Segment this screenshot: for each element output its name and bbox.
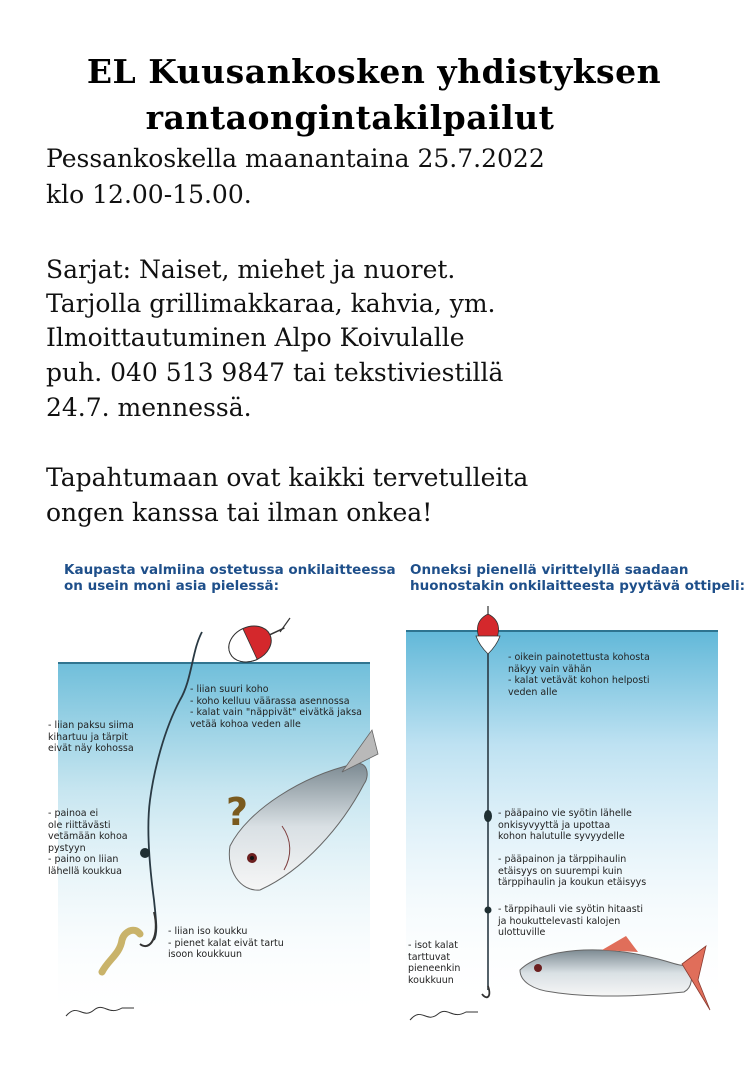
question-mark: ?	[226, 790, 249, 834]
note-line: ja houkuttelevasti kalojen	[498, 915, 621, 927]
note-line: - liian iso koukku	[168, 926, 248, 937]
note-line: isoon koukkuun	[168, 949, 243, 960]
fishing-rig-illustration	[42, 540, 745, 1040]
note-line: - liian suuri koho	[190, 684, 269, 695]
note-line: - pääpainon ja tärppihaulin	[498, 854, 627, 865]
note-line: tärppihaulin ja koukun etäisyys	[498, 877, 647, 888]
note-line: ulottuville	[498, 927, 546, 938]
right-caption-line-2: huonostakin onkilaitteesta pyytävä ottipeli:	[410, 578, 745, 594]
left-note-line	[48, 720, 134, 755]
series-line: Sarjat: Naiset, miehet ja nuoret.	[46, 255, 456, 284]
deadline-line: 24.7. mennessä.	[46, 393, 252, 422]
note-line: tarttuvat	[408, 951, 451, 963]
right-signature	[410, 1011, 478, 1020]
note-line: - painoa ei	[48, 808, 99, 819]
welcome-line-2: ongen kanssa tai ilman onkea!	[46, 498, 433, 527]
right-bite-shot	[485, 907, 492, 914]
event-date-line: Pessankoskella maanantaina 25.7.2022	[46, 144, 545, 173]
right-note-fish	[408, 940, 460, 986]
note-line: onkisyvyyttä ja upottaa	[498, 819, 611, 831]
note-line: ole riittävästi	[48, 819, 111, 831]
left-weight	[140, 848, 150, 858]
note-line: pieneenkin	[408, 963, 461, 974]
note-line: koukkuun	[408, 974, 454, 986]
right-main-weight	[484, 810, 492, 822]
note-line: eivät näy kohossa	[48, 743, 134, 754]
illustration-drawing	[42, 540, 732, 1040]
left-float	[223, 613, 292, 669]
note-line: kihartuu ja tärpit	[48, 731, 129, 743]
right-caption-line-1: Onneksi pienellä virittelyllä saadaan	[410, 562, 689, 578]
poster-title-line-2: rantaongintakilpailut	[145, 98, 555, 137]
left-note-float	[190, 684, 362, 730]
note-line: - koho kelluu väärassa asennossa	[190, 695, 350, 707]
note-line: vetämään kohoa	[48, 831, 128, 842]
note-line: - pienet kalat eivät tartu	[168, 937, 284, 949]
note-line: - isot kalat	[408, 940, 458, 951]
right-note-main-weight	[498, 808, 632, 843]
right-caption	[410, 562, 745, 594]
note-line: - oikein painotettusta kohosta	[508, 652, 650, 663]
right-note-distance	[498, 854, 646, 889]
note-line: - kalat vain "näppivät" eivätkä jaksa	[190, 707, 362, 718]
left-caption-line-2: on usein moni asia pielessä:	[64, 578, 279, 594]
note-line: - paino on liian	[48, 854, 119, 865]
note-line: - tärppihauli vie syötin hitaasti	[498, 904, 644, 915]
note-line: - kalat vetävät kohon helposti	[508, 675, 650, 686]
note-line: lähellä koukkua	[48, 865, 122, 877]
left-caption	[64, 562, 396, 594]
event-time-line: klo 12.00-15.00.	[46, 180, 252, 209]
right-note-float	[508, 652, 650, 698]
registration-line: Ilmoittautuminen Alpo Koivulalle	[46, 323, 465, 352]
note-line: veden alle	[508, 686, 558, 698]
offer-line: Tarjolla grillimakkaraa, kahvia, ym.	[46, 289, 496, 318]
left-note-weight	[48, 808, 128, 877]
note-line: pystyyn	[48, 842, 86, 854]
note-line: näkyy vain vähän	[508, 663, 592, 675]
phone-line: puh. 040 513 9847 tai tekstiviestillä	[46, 358, 504, 387]
note-line: vetää kohoa veden alle	[190, 718, 301, 730]
note-line: - pääpaino vie syötin lähelle	[498, 808, 632, 819]
poster-title-line-1: EL Kuusankosken yhdistyksen	[86, 52, 662, 91]
left-note-hook	[168, 926, 284, 961]
note-line: etäisyys on suurempi kuin	[498, 865, 623, 877]
note-line: - liian paksu siima	[48, 720, 134, 731]
left-caption-line-1: Kaupasta valmiina ostetussa onkilaitteessa	[64, 562, 396, 578]
note-line: kohon halutulle syvyydelle	[498, 831, 625, 842]
right-note-bite-shot	[498, 904, 643, 939]
welcome-line-1: Tapahtumaan ovat kaikki tervetulleita	[46, 463, 529, 492]
